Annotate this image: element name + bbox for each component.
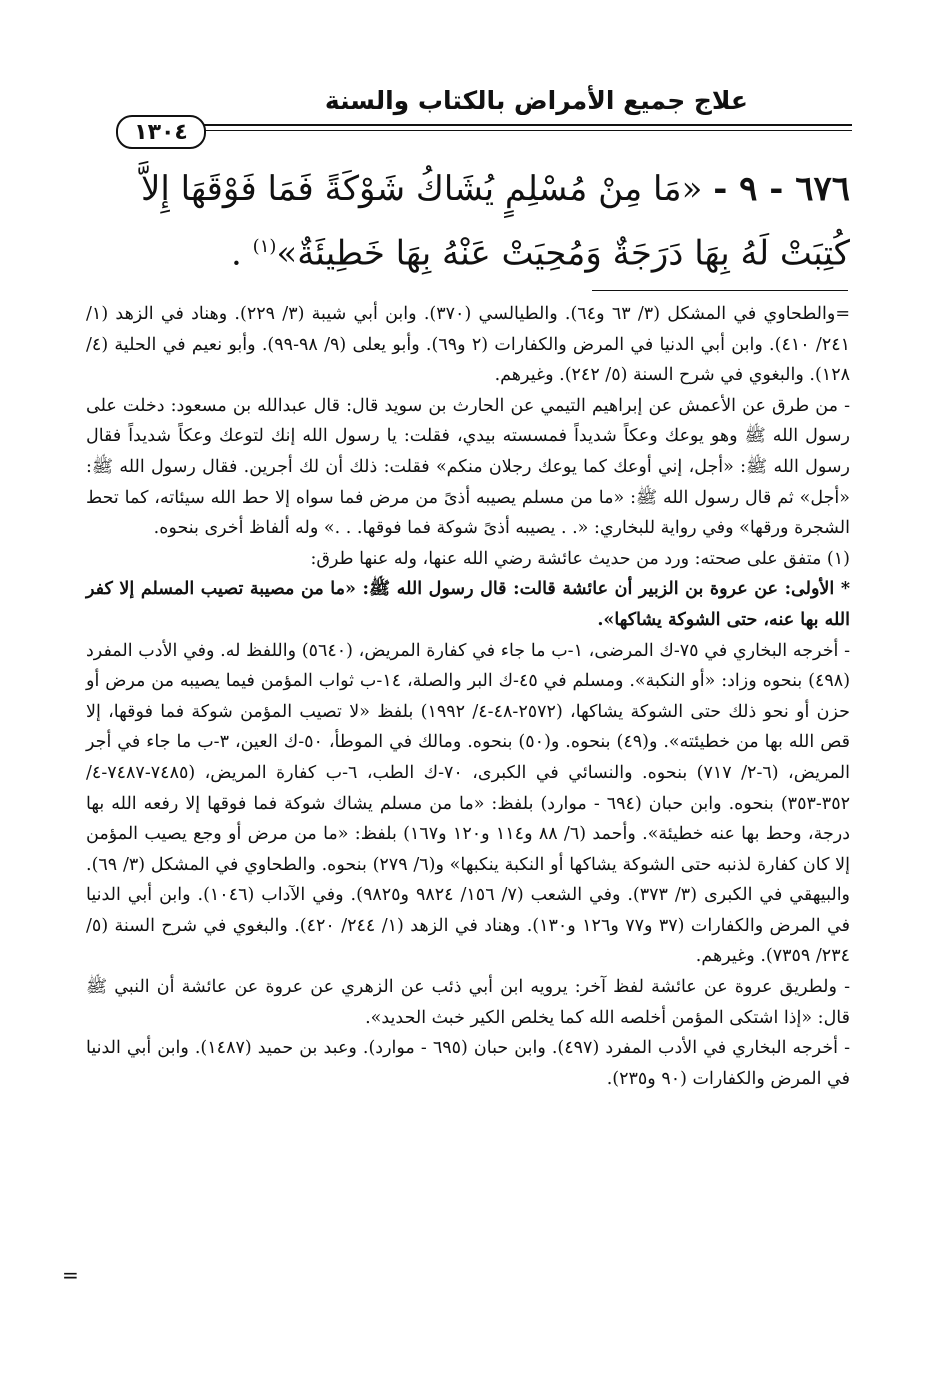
footnote-paragraph: - أخرجه البخاري في ٧٥-ك المرضى، ١-ب ما جاء في كفارة المريض، (٥٦٤٠) واللفظ له. وفي الأدب المفرد (٤٩٨) بنحوه وزاد: «أو النكبة». ومسلم في ٤٥-ك البر والصلة، ١٤-ب ثواب المؤمن فيما يصيبه من مرض أو حزن أو نحو ذلك حتى الشوكة يشاكها، (٢٥٧٢-٤٨-٤/ ١٩٩٢) بلفظ «لا تصيب المؤمن شوكة فما فوقها، إلا قص الله بها من خطيئته». و(٤٩) بنحوه. و(٥٠) بنحوه. ومالك في الموطأ، ٥٠-ك العين، ٣-ب ما جاء في أجر المريض، (٦-٢/ ٧١٧) بنحوه. والنسائي في الكبرى، ٧٠-ك الطب، ٦-ب كفارة المريض، (٧٤٨٥-٧٤٨٧-٤/ ٣٥٢-٣٥٣) بنحوه. وابن حبان (٦٩٤ - موارد) بلفظ: «ما من مسلم يشاك شوكة فما فوقها إلا رفعه الله بها درجة، وحط بها عنه خطيئة». وأحمد (٦/ ٨٨ و١١٤ و١٢٠ و١٦٧) بلفظ: «ما من مرض أو وجع يصيب المؤمن إلا كان كفارة لذنبه حتى الشوكة يشاكها أو النكبة ينكبها» و(٦/ ٢٧٩) بنحوه. والطحاوي في المشكل (٣/ ٦٩). والبيهقي في الكبرى (٣/ ٣٧٣). وفي الشعب (٧/ ١٥٦/ ٩٨٢٤ و٩٨٢٥). وفي الآداب (١٠٤٦). وابن أبي الدنيا في المرض والكفارات (٣٧ و٧٧ و١٢٦ و١٣٠). وهناد في الزهد (١/ ٢٤٤/ ٤٢٠). والبغوي في شرح السنة (٥/ ٢٣٤/ ٧٣٥٩). وغيرهم. bbox=[86, 640, 851, 967]
footnote-paragraph: (١) متفق على صحته: ورد من حديث عائشة رضي الله عنها، وله عنها طرق: bbox=[310, 548, 850, 569]
header-rule-thin bbox=[202, 130, 852, 131]
footnote-paragraph: - ولطريق عروة عن عائشة لفظ آخر: يرويه ابن أبي ذئب عن الزهري عن عروة عن عائشة أن النبي ﷺ قال: «إذا اشتكى المؤمن أخلصه الله كما يخلص الكير خبث الحديد». bbox=[86, 977, 850, 1028]
continuation-mark: = bbox=[62, 1263, 79, 1287]
hadith-text: «مَا مِنْ مُسْلِمٍ يُشَاكُ شَوْكَةً فَمَا فَوْقَهَا إِلاَّ كُتِبَتْ لَهُ بِهَا دَرَجَةٌ وَمُحِيَتْ عَنْهُ بِهَا خَطِيئَةٌ» bbox=[140, 169, 850, 274]
footnote-paragraph: =والطحاوي في المشكل (٣/ ٦٣ و٦٤). والطيالسي (٣٧٠). وابن أبي شيبة (٣/ ٢٢٩). وهناد في الزهد (١/ ٢٤١/ ٤١٠). وابن أبي الدنيا في المرض والكفارات (٢ و٦٩). وأبو يعلى (٩/ ٩٨-٩٩). وأبو نعيم في الحلية (٤/ ١٢٨). والبغوي في شرح السنة (٥/ ٢٤٢). وغيرهم. bbox=[86, 304, 851, 386]
hadith-text-block bbox=[90, 160, 850, 282]
footnote-paragraph: - من طرق عن الأعمش عن إبراهيم التيمي عن الحارث بن سويد قال: قال عبدالله بن مسعود: دخلت على رسول الله ﷺ وهو يوعك وعكاً شديداً فمسسته بيدي، فقلت: يا رسول الله إنك لتوعك وعكاً شديداً فقال رسول الله ﷺ: «أجل، إني أوعك كما يوعك رجلان منكم» فقلت: ذلك أن لك أجرين. فقال رسول الله ﷺ: «أجل» ثم قال رسول الله ﷺ: «ما من مسلم يصيبه أذىً من مرض فما سواه إلا حط الله سيئاته، كما تحط الشجرة ورقها» وفي رواية للبخاري: «. . يصيبه أذىً شوكة فما فوقها. . .» وله ألفاظ أخرى بنحوه. bbox=[86, 395, 850, 539]
running-header-title: علاج جميع الأمراض بالكتاب والسنة bbox=[324, 86, 748, 115]
footnotes bbox=[86, 299, 850, 1094]
header-rule bbox=[202, 124, 852, 126]
footnote-separator bbox=[592, 290, 848, 291]
footnote-paragraph: - أخرجه البخاري في الأدب المفرد (٤٩٧). وابن حبان (٦٩٥ - موارد). وعبد بن حميد (١٤٨٧). وابن أبي الدنيا في المرض والكفارات (٩٠ و٢٣٥). bbox=[86, 1038, 850, 1089]
hadith-number: ٦٧٦ - ٩ - bbox=[713, 169, 850, 209]
footnote-ref: (١) bbox=[252, 236, 277, 257]
page-number-badge: ١٣٠٤ bbox=[116, 115, 206, 149]
hadith-end: . bbox=[231, 233, 253, 274]
footnote-paragraph-bold: * الأولى: عن عروة بن الزبير أن عائشة قالت: قال رسول الله ﷺ: «ما من مصيبة تصيب المسلم إلا كفر الله بها عنه، حتى الشوكة يشاكها». bbox=[86, 579, 850, 630]
